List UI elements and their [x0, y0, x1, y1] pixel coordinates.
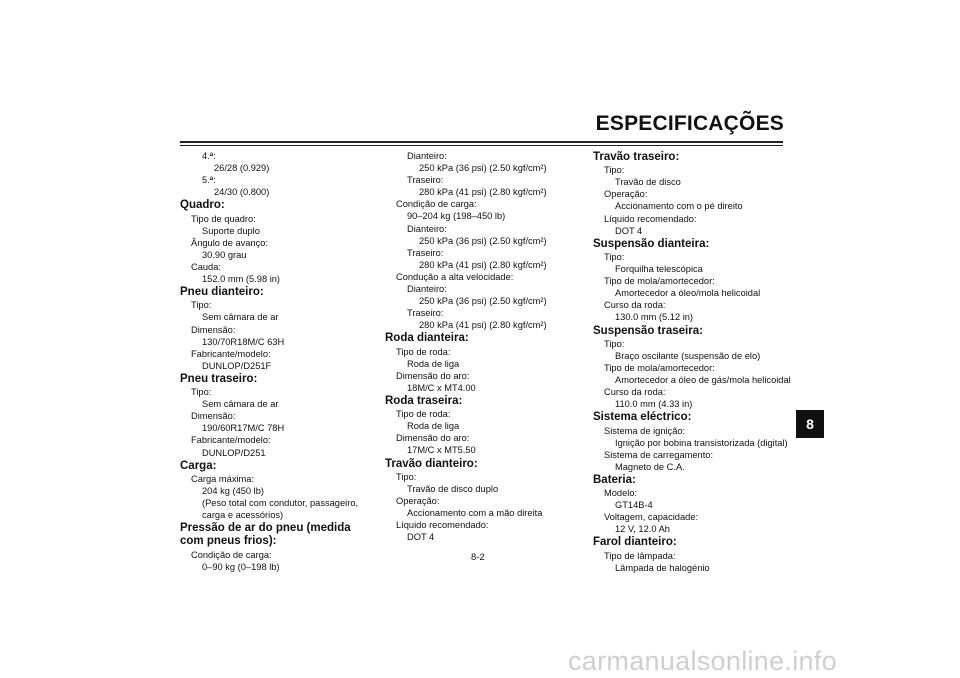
- spec-value: Roda de liga: [407, 421, 460, 432]
- spec-label: Condução a alta velocidade:: [396, 271, 514, 282]
- spec-value: 250 kPa (36 psi) (2.50 kgf/cm²): [419, 163, 547, 174]
- spec-label: Líquido recomendado:: [604, 213, 697, 224]
- spec-label: Líquido recomendado:: [396, 520, 489, 531]
- watermark: carmanualsonline.info: [568, 646, 837, 676]
- page-number: 8-2: [471, 552, 485, 563]
- section-heading: Sistema eléctrico:: [593, 411, 692, 424]
- spec-label: Fabricante/modelo:: [191, 435, 271, 446]
- spec-value: 90–204 kg (198–450 lb): [407, 211, 506, 222]
- spec-value: 130.0 mm (5.12 in): [615, 312, 694, 323]
- spec-label: Sistema de ignição:: [604, 425, 686, 436]
- section-heading: Carga:: [180, 459, 217, 472]
- section-heading: Suspensão traseira:: [593, 324, 703, 337]
- spec-label: Curso da roda:: [604, 387, 666, 398]
- spec-label: Tipo:: [191, 387, 212, 398]
- spec-label: Tipo:: [604, 251, 625, 262]
- spec-label: Tipo de mola/amortecedor:: [604, 276, 715, 287]
- spec-value: 5.ª:: [202, 175, 216, 186]
- spec-value: 18M/C x MT4.00: [407, 382, 476, 393]
- spec-label: Fabricante/modelo:: [191, 348, 271, 359]
- spec-label: Tipo de roda:: [396, 409, 451, 420]
- spec-value: 280 kPa (41 psi) (2.80 kgf/cm²): [419, 259, 547, 270]
- spec-value: Sem câmara de ar: [202, 312, 279, 323]
- spec-value: Braço oscilante (suspensão de elo): [615, 350, 761, 361]
- spec-value: Amortecedor a óleo de gás/mola helicoidal: [615, 375, 791, 386]
- spec-value: Ignição por bobina transistorizada (digital): [615, 437, 788, 448]
- spec-value: (Peso total com condutor, passageiro,: [202, 498, 359, 509]
- spec-value: Traseiro:: [407, 308, 444, 319]
- spec-label: Tipo:: [396, 471, 417, 482]
- section-heading: Quadro:: [180, 199, 225, 212]
- spec-value: DOT 4: [407, 532, 435, 543]
- header-rule-thin: [180, 145, 783, 146]
- spec-label: Modelo:: [604, 488, 638, 499]
- section-heading: Roda dianteira:: [385, 332, 469, 345]
- spec-label: Dimensão:: [191, 324, 236, 335]
- spec-value: 250 kPa (36 psi) (2.50 kgf/cm²): [419, 235, 547, 246]
- spec-value: Suporte duplo: [202, 225, 260, 236]
- spec-value: Traseiro:: [407, 247, 444, 258]
- spec-label: Curso da roda:: [604, 300, 666, 311]
- spec-label: Tipo de quadro:: [191, 213, 256, 224]
- spec-value: 152.0 mm (5.98 in): [202, 274, 281, 285]
- spec-value: 12 V, 12.0 Ah: [615, 524, 670, 535]
- spec-label: Dimensão:: [191, 411, 236, 422]
- spec-label: Tipo:: [604, 338, 625, 349]
- spec-value: 130/70R18M/C 63H: [202, 336, 285, 347]
- spec-value: carga e acessórios): [202, 510, 284, 521]
- section-heading: Travão traseiro:: [593, 151, 680, 163]
- spec-value: Dianteiro:: [407, 223, 447, 234]
- page-title: ESPECIFICAÇÕES: [595, 112, 784, 135]
- spec-value: Dianteiro:: [407, 151, 447, 161]
- spec-value: GT14B-4: [615, 500, 653, 511]
- spec-label: Cauda:: [191, 261, 221, 272]
- spec-value: Accionamento com a mão direita: [407, 508, 543, 519]
- spec-column-2: [385, 150, 565, 543]
- spec-value: 280 kPa (41 psi) (2.80 kgf/cm²): [419, 320, 547, 331]
- spec-label: Condição de carga:: [191, 549, 272, 560]
- spec-label: Voltagem, capacidade:: [604, 512, 699, 523]
- section-heading: Farol dianteiro:: [593, 536, 677, 549]
- spec-label: Condição de carga:: [396, 199, 477, 210]
- spec-value: Travão de disco: [615, 177, 681, 188]
- section-heading: Suspensão dianteira:: [593, 237, 710, 250]
- spec-label: Tipo de roda:: [396, 346, 451, 357]
- section-heading: Travão dianteiro:: [385, 457, 478, 470]
- spec-value: 0–90 kg (0–198 lb): [202, 561, 280, 572]
- section-heading: Bateria:: [593, 473, 636, 486]
- spec-value: Amortecedor a óleo/mola helicoidal: [615, 288, 761, 299]
- spec-label: Ângulo de avanço:: [191, 237, 269, 248]
- spec-value: Roda de liga: [407, 358, 460, 369]
- spec-label: Dimensão do aro:: [396, 370, 470, 381]
- spec-value: Lâmpada de halogénio: [615, 562, 710, 573]
- spec-value: 110.0 mm (4.33 in): [615, 399, 693, 410]
- spec-value: DOT 4: [615, 225, 643, 236]
- spec-value: Sem câmara de ar: [202, 399, 279, 410]
- spec-value: Traseiro:: [407, 175, 444, 186]
- spec-value: Travão de disco duplo: [407, 483, 499, 494]
- spec-value: 4.ª:: [202, 151, 216, 161]
- spec-column-1: [180, 150, 370, 573]
- spec-value: 250 kPa (36 psi) (2.50 kgf/cm²): [419, 296, 547, 307]
- spec-value: Magneto de C.A.: [615, 461, 685, 472]
- spec-value: 280 kPa (41 psi) (2.80 kgf/cm²): [419, 187, 547, 198]
- spec-label: Tipo:: [604, 165, 625, 176]
- spec-label: Carga máxima:: [191, 473, 255, 484]
- spec-label: Operação:: [396, 495, 440, 506]
- spec-label: Tipo de mola/amortecedor:: [604, 362, 715, 373]
- section-heading: Pneu traseiro:: [180, 372, 258, 385]
- spec-value: DUNLOP/D251: [202, 447, 266, 458]
- spec-label: Dimensão do aro:: [396, 433, 470, 444]
- spec-column-3: [593, 150, 793, 574]
- chapter-tab: 8: [796, 410, 824, 438]
- spec-label: Operação:: [604, 189, 648, 200]
- section-heading: Pressão de ar do pneu (medida com pneus frios):: [180, 522, 351, 548]
- spec-value: 204 kg (450 lb): [202, 485, 265, 496]
- spec-value: 190/60R17M/C 78H: [202, 423, 285, 434]
- spec-label: Tipo de lâmpada:: [604, 550, 676, 561]
- spec-label: Tipo:: [191, 300, 212, 311]
- header-rule: [180, 141, 783, 143]
- spec-value: 24/30 (0.800): [214, 187, 270, 198]
- spec-value: Forquilha telescópica: [615, 264, 703, 275]
- spec-value: 26/28 (0.929): [214, 163, 270, 174]
- spec-value: DUNLOP/D251F: [202, 360, 272, 371]
- spec-value: 17M/C x MT5.50: [407, 445, 476, 456]
- spec-value: 30.90 grau: [202, 249, 247, 260]
- spec-value: Dianteiro:: [407, 284, 447, 295]
- spec-value: Accionamento com o pé direito: [615, 201, 743, 212]
- section-heading: Roda traseira:: [385, 394, 463, 407]
- section-heading: Pneu dianteiro:: [180, 286, 264, 299]
- spec-label: Sistema de carregamento:: [604, 449, 714, 460]
